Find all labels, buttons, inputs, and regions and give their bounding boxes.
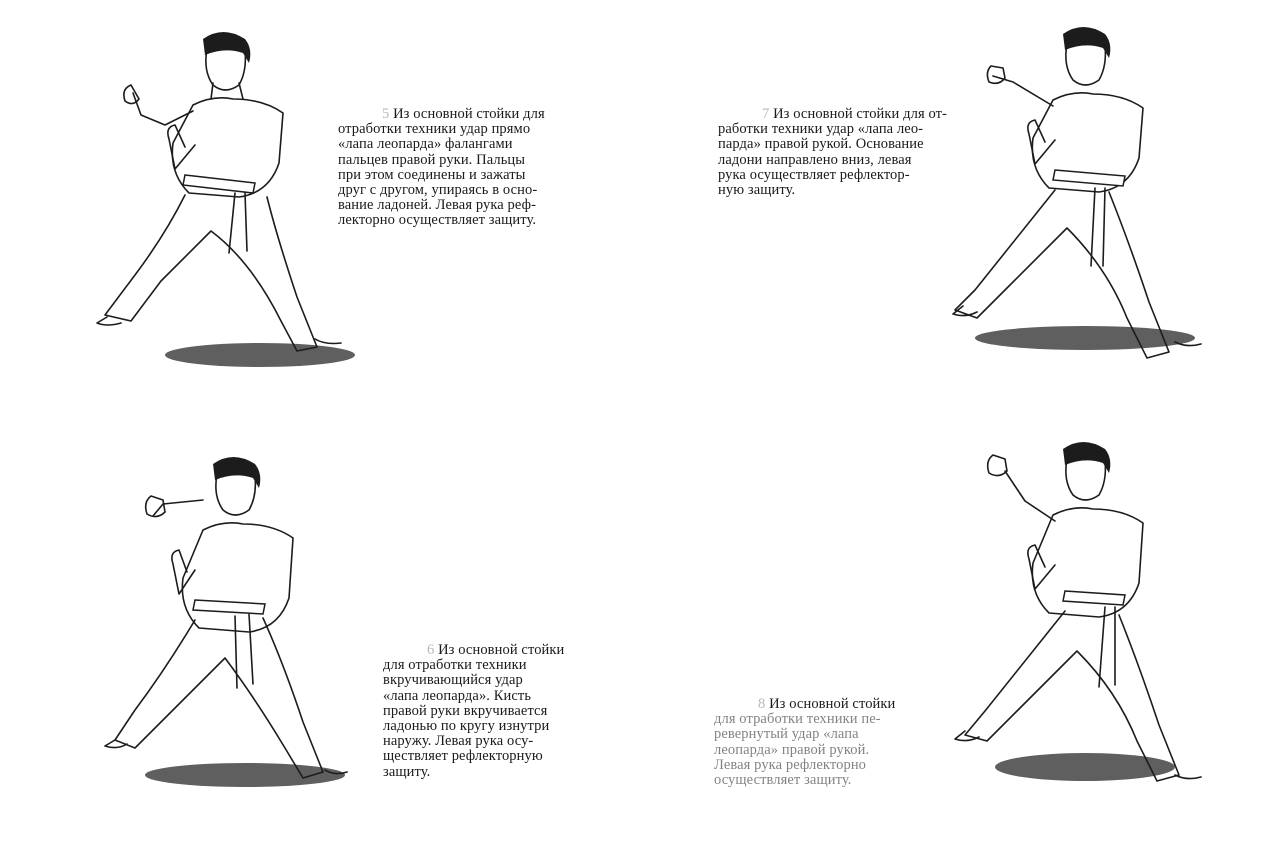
caption-line: леопарда» правой рукой. xyxy=(714,741,870,758)
karateka-figure-3 xyxy=(85,450,365,800)
caption-line: ществляет рефлекторную xyxy=(383,748,543,765)
caption-line: 5 Из основной стойки для xyxy=(382,106,545,122)
caption-line: лекторно осуществляет защиту. xyxy=(338,212,537,229)
caption-line: при этом соединены и зажаты xyxy=(338,166,526,183)
caption-line: «лапа леопарда». Кисть xyxy=(383,687,532,704)
caption-line: Левая рука рефлекторно xyxy=(714,756,867,773)
caption-line: вкручивающийся удар xyxy=(383,672,523,689)
caption-line: защиту. xyxy=(383,763,431,780)
caption-line: парда» правой рукой. Основание xyxy=(718,136,924,153)
caption-2 xyxy=(718,107,1000,198)
caption-line: осуществляет защиту. xyxy=(714,772,852,789)
figure-number: 7 xyxy=(762,106,770,122)
caption-line: «лапа леопарда» фалангами xyxy=(338,136,513,153)
caption-1 xyxy=(338,107,590,229)
caption-line: для отработки техники пе- xyxy=(714,711,881,728)
figure-number: 5 xyxy=(382,106,390,122)
caption-line: 8 Из основной стойки xyxy=(758,696,896,712)
caption-line: правой руки вкручивается xyxy=(383,702,548,719)
caption-line: друг с другом, упираясь в осно- xyxy=(338,182,538,199)
caption-line: пальцев правой руки. Пальцы xyxy=(338,151,526,168)
caption-line: вание ладоней. Левая рука реф- xyxy=(338,197,537,214)
caption-line: наружу. Левая рука осу- xyxy=(383,733,534,750)
caption-line: 7 Из основной стойки для от- xyxy=(762,106,947,122)
caption-line: ладони направлено вниз, левая xyxy=(718,151,912,168)
caption-line: отработки техники удар прямо xyxy=(338,121,531,138)
caption-line: рука осуществляет рефлектор- xyxy=(718,166,910,183)
karateka-figure-1 xyxy=(75,25,365,375)
caption-line: ладонью по кругу изнутри xyxy=(383,718,550,735)
caption-4 xyxy=(714,697,928,788)
caption-line: ную защиту. xyxy=(718,182,796,199)
karateka-figure-4 xyxy=(935,435,1235,805)
caption-line: ревернутый удар «лапа xyxy=(714,726,859,743)
caption-line: для отработки техники xyxy=(383,657,527,674)
figure-number: 6 xyxy=(427,642,435,658)
figure-number: 8 xyxy=(758,696,766,712)
caption-line: работки техники удар «лапа лео- xyxy=(718,121,924,138)
caption-3 xyxy=(383,643,599,780)
caption-line: 6 Из основной стойки xyxy=(427,642,565,658)
